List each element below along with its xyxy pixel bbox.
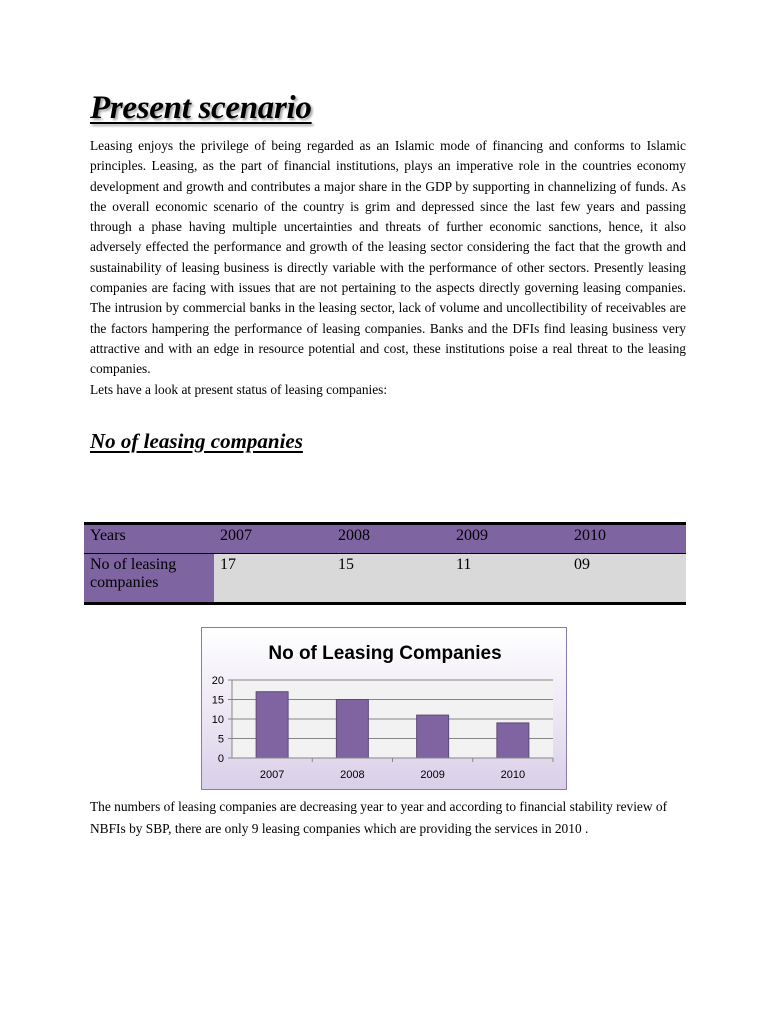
table-header-cell: Years (84, 524, 214, 554)
document-body (90, 88, 686, 454)
chart-title: No of Leasing Companies (268, 643, 502, 664)
closing-paragraph: The numbers of leasing companies are decreasing year to year and according to financial stability review of NBFIs by SBP, there are only 9 leasing companies which are providing the services in 2010 . (90, 799, 668, 836)
bar (417, 715, 449, 758)
table-row-label: No of leasing companies (84, 554, 214, 604)
leasing-companies-table (84, 522, 686, 605)
table-row (84, 554, 686, 604)
page-title: Present scenario (90, 90, 312, 126)
x-tick-label: 2009 (420, 769, 445, 781)
table-header-cell: 2008 (332, 524, 450, 554)
y-tick-label: 10 (211, 714, 224, 726)
table-header-row (84, 524, 686, 554)
y-tick-label: 20 (211, 675, 224, 687)
bar-chart-svg (202, 628, 568, 791)
table-cell: 17 (214, 554, 332, 604)
table-header-cell: 2009 (450, 524, 568, 554)
bar-chart (201, 627, 567, 790)
bar (336, 700, 368, 759)
y-tick-label: 5 (217, 733, 224, 746)
bar (497, 723, 529, 758)
table-header-cell: 2007 (214, 524, 332, 554)
section-heading: No of leasing companies (90, 428, 303, 453)
bar (256, 692, 288, 758)
x-tick-label: 2007 (259, 769, 285, 781)
lead-in-text: Lets have a look at present status of leasing companies: (90, 381, 388, 397)
table-cell: 15 (332, 554, 450, 604)
table-header-cell: 2010 (568, 524, 686, 554)
table-cell: 11 (450, 554, 568, 604)
y-tick-label: 0 (217, 753, 224, 765)
x-tick-label: 2010 (500, 769, 526, 781)
table-cell: 09 (568, 554, 686, 604)
y-tick-label: 15 (211, 694, 224, 707)
body-paragraph: Leasing enjoys the privilege of being regarded as an Islamic mode of financing and conforms to Islamic principles. Leasing, as the part of financial institutions, plays an imperative role in the countries economy development and growth and contributes a major share in the GDP by supporting in channelizing of funds. As the overall economic scenario of the country is grim and depressed since the last few years and passing through a phase having multiple uncertainties and threats of further economic sanctions, hence, it also adversely effected the performance and growth of the leasing sector considering the fact that the growth and sustainability of leasing business is directly variable with the performance of other sectors. Presently leasing companies are facing with issues that are not pertaining to the aspects directly governing leasing companies. The intrusion by commercial banks in the leasing sector, lack of volume and uncollectibility of receivables are the factors hampering the performance of leasing companies. Banks and the DFIs find leasing business very attractive and with an edge in resource potential and cost, these institutions poise a real threat to the leasing companies. (90, 138, 686, 377)
x-tick-label: 2008 (340, 769, 365, 781)
